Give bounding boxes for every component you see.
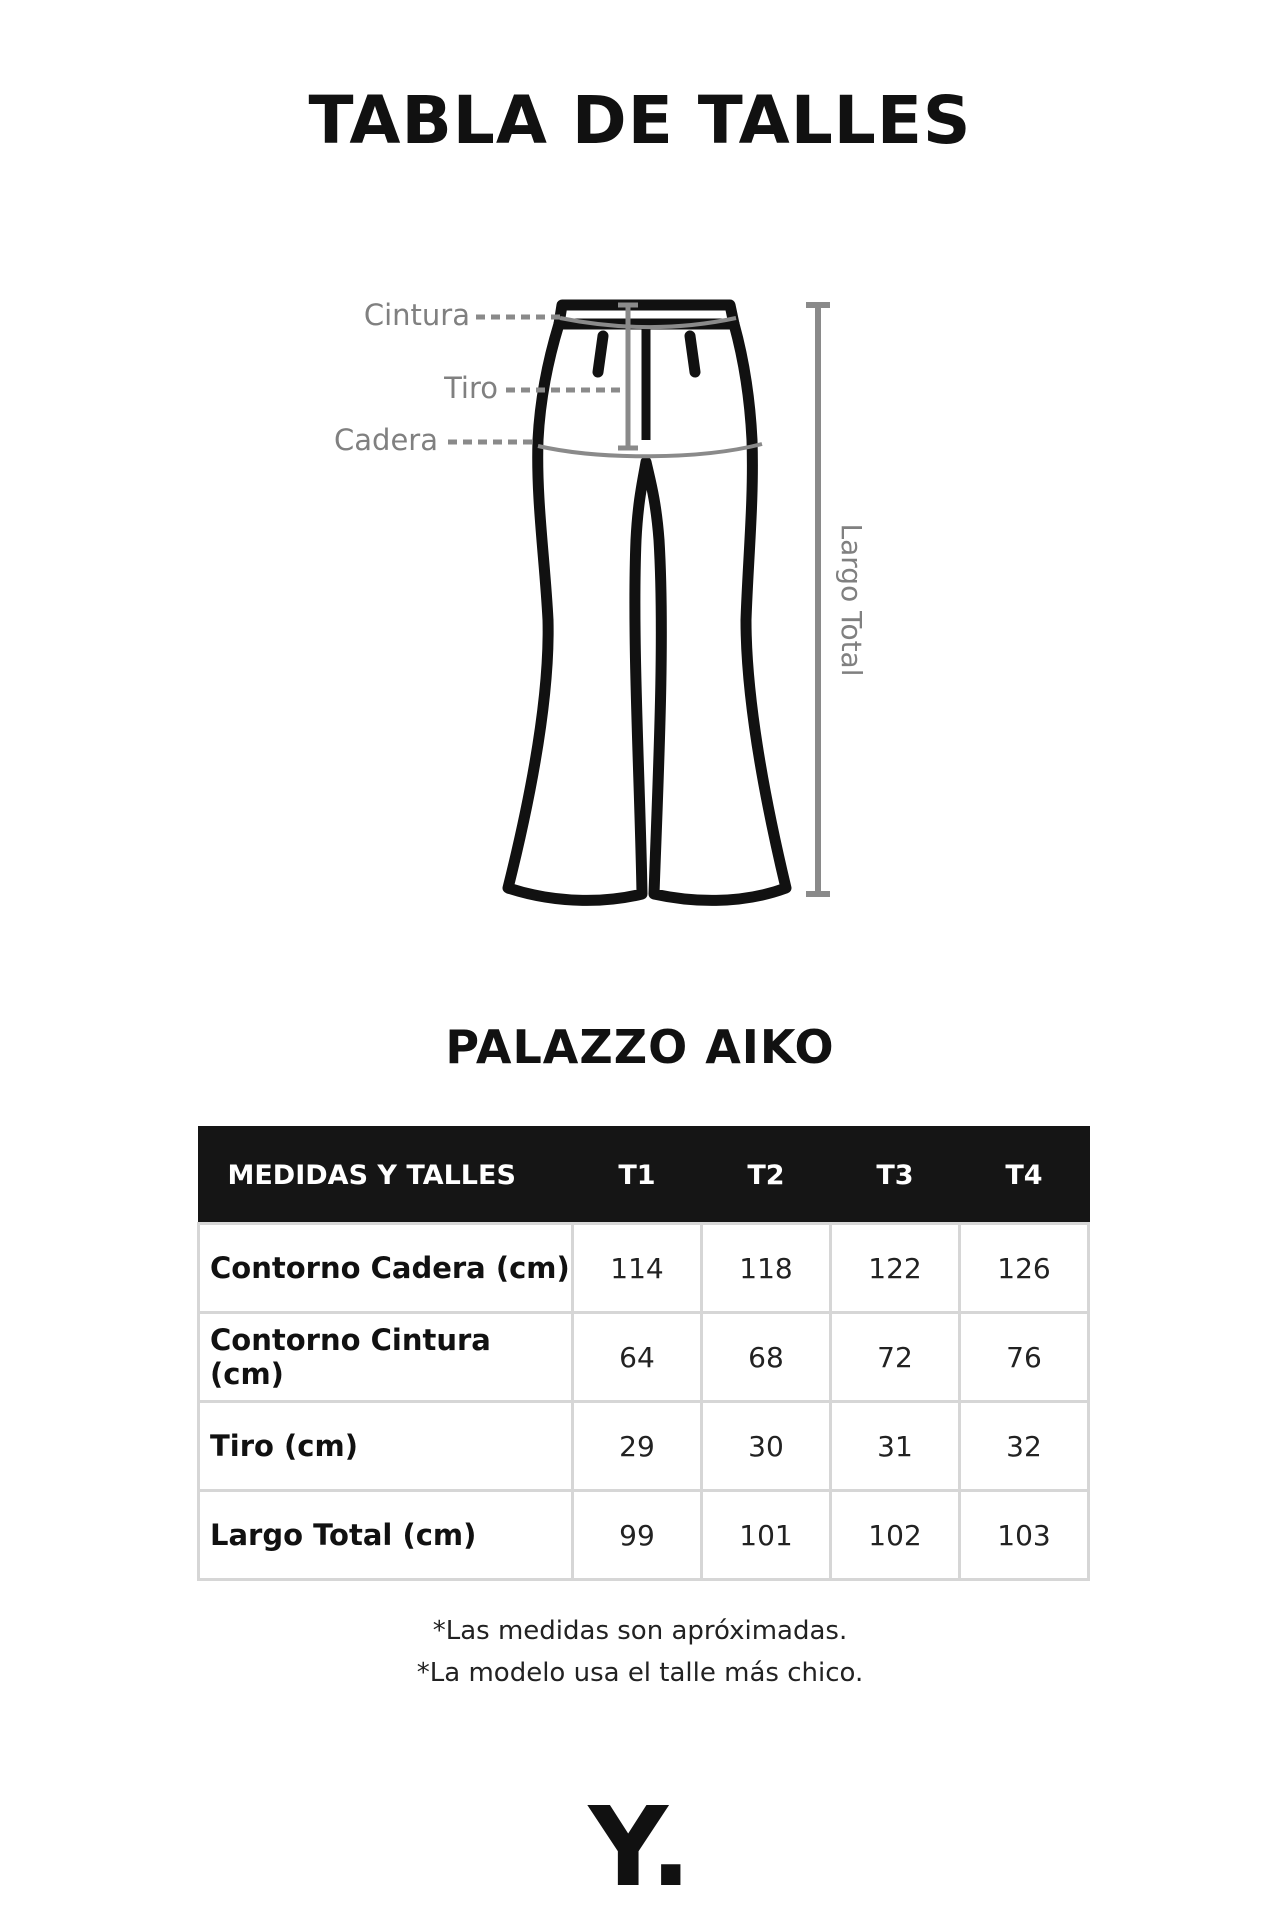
table-cell: 31: [831, 1402, 960, 1491]
column-header: T3: [831, 1127, 960, 1224]
table-cell: 126: [960, 1224, 1089, 1313]
row-label: Contorno Cadera (cm): [199, 1224, 573, 1313]
size-notes: [0, 1610, 1280, 1694]
table-cell: 64: [573, 1313, 702, 1402]
note-approximate: *Las medidas son apróximadas.: [432, 1616, 848, 1646]
hip-label: Cadera: [334, 423, 438, 457]
brand-logo: Y.: [588, 1783, 692, 1911]
column-header: MEDIDAS Y TALLES: [199, 1127, 573, 1224]
size-table: [197, 1126, 1090, 1581]
column-header: T4: [960, 1127, 1089, 1224]
table-cell: 29: [573, 1402, 702, 1491]
column-header: T1: [573, 1127, 702, 1224]
table-cell: 102: [831, 1491, 960, 1580]
table-row: [199, 1402, 1089, 1491]
row-label: Largo Total (cm): [199, 1491, 573, 1580]
table-cell: 32: [960, 1402, 1089, 1491]
row-label: Contorno Cintura (cm): [199, 1313, 573, 1402]
table-cell: 103: [960, 1491, 1089, 1580]
table-cell: 122: [831, 1224, 960, 1313]
wide-leg-pants-icon: [508, 305, 786, 900]
table-row: [199, 1491, 1089, 1580]
table-row: [199, 1224, 1089, 1313]
table-cell: 68: [702, 1313, 831, 1402]
table-cell: 72: [831, 1313, 960, 1402]
table-cell: 99: [573, 1491, 702, 1580]
table-row: [199, 1313, 1089, 1402]
table-cell: 76: [960, 1313, 1089, 1402]
total-length-label: Largo Total: [835, 523, 868, 677]
table-cell: 118: [702, 1224, 831, 1313]
table-header-row: [199, 1127, 1089, 1224]
total-length-measure-line: [806, 305, 868, 894]
column-header: T2: [702, 1127, 831, 1224]
table-cell: 114: [573, 1224, 702, 1313]
waist-label: Cintura: [363, 298, 470, 332]
row-label: Tiro (cm): [199, 1402, 573, 1491]
note-model-size: *La modelo usa el talle más chico.: [416, 1658, 864, 1688]
rise-label: Tiro: [444, 371, 498, 405]
product-title: PALAZZO AIKO: [445, 1020, 835, 1074]
page-title: TABLA DE TALLES: [308, 82, 972, 159]
table-cell: 30: [702, 1402, 831, 1491]
table-cell: 101: [702, 1491, 831, 1580]
